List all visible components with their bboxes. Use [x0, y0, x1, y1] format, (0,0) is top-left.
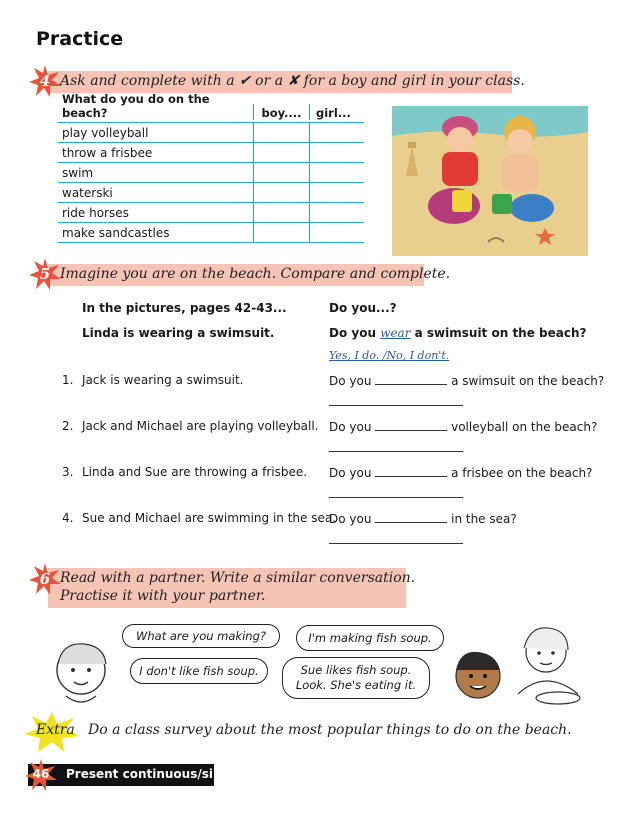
- boy-face-illustration: [448, 642, 508, 710]
- table-row: [58, 183, 364, 203]
- bubble-line: Sue likes fish soup.: [300, 663, 412, 677]
- table-row: [58, 223, 364, 243]
- boy-answer-cell[interactable]: [253, 183, 309, 202]
- speech-bubble: [282, 657, 430, 699]
- boy-face-illustration: [46, 636, 116, 708]
- ex5-item-statement: Jack and Michael are playing volleyball.: [82, 419, 319, 433]
- answer-blank[interactable]: [375, 419, 447, 431]
- ex5-example-statement: Linda is wearing a swimsuit.: [82, 326, 275, 340]
- answer-blank[interactable]: [375, 465, 447, 477]
- boy-answer-cell[interactable]: [253, 143, 309, 162]
- table-header-boy: boy....: [253, 104, 309, 120]
- ex5-right-column-heading: Do you...?: [329, 301, 397, 315]
- girl-answer-cell[interactable]: [309, 143, 364, 162]
- ex5-left-column-heading: In the pictures, pages 42-43...: [82, 301, 287, 315]
- speech-bubble: I'm making fish soup.: [296, 625, 444, 651]
- example-question-suffix: a swimsuit on the beach?: [414, 326, 587, 340]
- table-row: [58, 123, 364, 143]
- extra-label: Extra: [36, 722, 75, 738]
- ex5-item-number: 2.: [62, 419, 74, 433]
- ex5-item-number: 1.: [62, 373, 74, 387]
- girl-answer-cell[interactable]: [309, 183, 364, 202]
- extra-instruction: Do a class survey about the most popular things to do on the beach.: [88, 722, 572, 738]
- question-suffix: a swimsuit on the beach?: [451, 374, 605, 388]
- ex6-instruction-line2: Practise it with your partner.: [60, 588, 266, 604]
- table-row: [58, 163, 364, 183]
- ex5-example-reply: Yes, I do. /No, I don't.: [329, 349, 450, 362]
- answer-blank[interactable]: [375, 511, 447, 523]
- question-prefix: Do you: [329, 512, 372, 526]
- page-title: Practice: [36, 28, 124, 50]
- table-row-activity: play volleyball: [62, 125, 149, 140]
- ex4-number: 4: [39, 72, 51, 90]
- answer-line[interactable]: [329, 543, 463, 544]
- speech-bubble: I don't like fish soup.: [130, 658, 268, 684]
- question-suffix: volleyball on the beach?: [451, 420, 598, 434]
- ex4-instruction: Ask and complete with a ✔ or a ✘ for a boy and girl in your class.: [60, 73, 525, 89]
- question-prefix: Do you: [329, 420, 372, 434]
- answer-line[interactable]: [329, 497, 463, 498]
- question-prefix: Do you: [329, 374, 372, 388]
- children-sandcastle-illustration: [392, 106, 588, 256]
- table-row: [58, 203, 364, 223]
- page-number: 46: [32, 767, 50, 781]
- ex5-item-statement: Linda and Sue are throwing a frisbee.: [82, 465, 308, 479]
- question-suffix: a frisbee on the beach?: [451, 466, 593, 480]
- ex5-example-question: [329, 326, 586, 340]
- speech-bubble: What are you making?: [122, 624, 280, 648]
- girl-answer-cell[interactable]: [309, 223, 364, 242]
- girl-eating-illustration: [508, 622, 588, 710]
- footer-label: Present continuous/simple: [66, 767, 247, 781]
- table-row-activity: throw a frisbee: [62, 145, 153, 160]
- girl-answer-cell[interactable]: [309, 163, 364, 182]
- table-header-activity: What do you do on the beach?: [62, 92, 210, 120]
- ex5-number: 5: [39, 265, 51, 283]
- table-header-girl: girl...: [309, 104, 364, 120]
- table-row-activity: make sandcastles: [62, 225, 170, 240]
- bubble-line: Look. She's eating it.: [295, 678, 417, 692]
- table-row-activity: swim: [62, 165, 94, 180]
- table-row-activity: waterski: [62, 185, 113, 200]
- answer-line[interactable]: [329, 451, 463, 452]
- ex5-instruction: Imagine you are on the beach. Compare and complete.: [60, 266, 451, 282]
- ex5-item-question: [329, 373, 604, 388]
- table-row: [58, 143, 364, 163]
- ex5-item-question: [329, 465, 592, 480]
- answer-line[interactable]: [329, 405, 463, 406]
- example-question-prefix: Do you: [329, 326, 376, 340]
- table-row-activity: ride horses: [62, 205, 129, 220]
- ex5-item-number: 3.: [62, 465, 74, 479]
- ex5-item-question: [329, 511, 517, 526]
- example-answer: wear: [380, 326, 411, 340]
- boy-answer-cell[interactable]: [253, 123, 309, 142]
- beach-activities-table: [58, 92, 364, 243]
- ex5-item-statement: Jack is wearing a swimsuit.: [82, 373, 244, 387]
- ex6-number: 6: [39, 570, 51, 588]
- girl-answer-cell[interactable]: [309, 123, 364, 142]
- ex5-item-number: 4.: [62, 511, 74, 525]
- ex6-instruction-line1: Read with a partner. Write a similar conversation.: [60, 570, 416, 586]
- boy-answer-cell[interactable]: [253, 163, 309, 182]
- question-suffix: in the sea?: [451, 512, 517, 526]
- answer-blank[interactable]: [375, 373, 447, 385]
- boy-answer-cell[interactable]: [253, 203, 309, 222]
- ex5-item-statement: Sue and Michael are swimming in the sea.: [82, 511, 337, 525]
- ex5-item-question: [329, 419, 597, 434]
- table-header: [58, 92, 364, 123]
- boy-answer-cell[interactable]: [253, 223, 309, 242]
- girl-answer-cell[interactable]: [309, 203, 364, 222]
- question-prefix: Do you: [329, 466, 372, 480]
